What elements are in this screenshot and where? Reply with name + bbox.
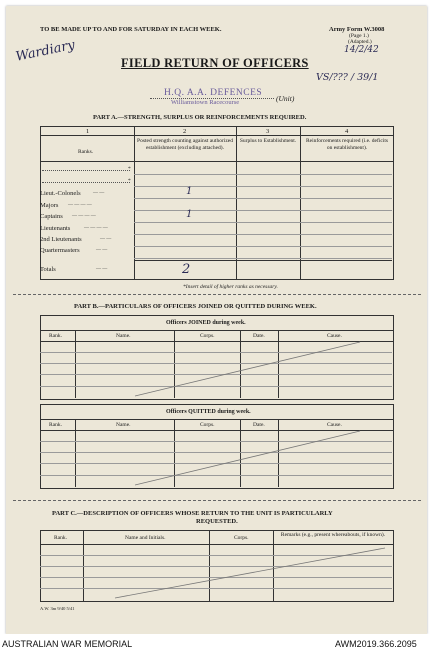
quitted-strikethrough xyxy=(40,419,393,487)
totals-value: 2 xyxy=(182,262,191,277)
part-c-col-corps: Corps. xyxy=(234,535,249,541)
quitted-col-cause: Cause. xyxy=(327,422,342,428)
unit-label: (Unit) xyxy=(276,94,295,103)
handwritten-date: 14/2/42 xyxy=(344,45,379,55)
joined-col-rank: Rank. xyxy=(49,333,62,339)
totals-label: Totals xyxy=(40,266,56,273)
quitted-col-date: Date. xyxy=(253,422,265,428)
col-header-reinforcements: Reinforcements required (i.e. deficits on establishment). xyxy=(305,138,388,151)
part-c-col-rank: Rank. xyxy=(54,535,67,541)
rank-row-blank-2: * xyxy=(128,178,131,184)
footer-accession-number: AWM2019.366.2095 xyxy=(335,639,417,649)
joined-title: Officers JOINED during week. xyxy=(166,320,246,326)
footer-institution: AUSTRALIAN WAR MEMORIAL xyxy=(2,639,133,649)
unit-line xyxy=(150,98,274,99)
joined-strikethrough xyxy=(40,330,393,398)
col-number-3: 3 xyxy=(266,128,270,135)
joined-col-cause: Cause. xyxy=(327,333,342,339)
quitted-col-name: Name. xyxy=(116,422,131,428)
rank-majors: Majors xyxy=(40,202,59,209)
form-number: Army Form W.3008 xyxy=(329,26,385,33)
part-c-heading: PART C.—DESCRIPTION OF OFFICERS WHOSE RETURN TO THE UNIT IS PARTICULARLY xyxy=(52,510,333,517)
rank-captains: Captains xyxy=(40,213,63,220)
handwritten-reference: VS/??? / 39/1 xyxy=(316,72,379,83)
col-number-1: 1 xyxy=(86,128,90,135)
joined-col-date: Date. xyxy=(253,333,265,339)
col-number-4: 4 xyxy=(345,128,349,135)
unit-stamp-location: Williamstown Racecourse xyxy=(171,99,240,106)
rank-row-blank-1: * xyxy=(128,166,131,172)
strength-lieut-colonels: 1 xyxy=(186,186,193,197)
footer-bar xyxy=(0,634,433,653)
rank-lieut-colonels: Lieut.-Colonels xyxy=(40,190,81,197)
quitted-col-rank: Rank. xyxy=(49,422,62,428)
strength-captains: 1 xyxy=(186,209,193,220)
handwritten-war-diary: Wardiary xyxy=(14,37,77,65)
col-number-2: 2 xyxy=(183,128,187,135)
part-c-col-remarks: Remarks (e.g., present whereabouts, if known). xyxy=(280,532,386,538)
part-a-footnote: *Insert detail of higher ranks as necessary. xyxy=(183,284,278,290)
col-header-ranks: Ranks. xyxy=(78,149,94,155)
quitted-col-corps: Corps. xyxy=(200,422,215,428)
part-c-strikethrough xyxy=(40,544,393,600)
form-page: (Page 1.) xyxy=(349,33,369,39)
joined-col-corps: Corps. xyxy=(200,333,215,339)
part-c-heading-line2: REQUESTED. xyxy=(196,518,238,525)
part-b-heading: PART B.—PARTICULARS OF OFFICERS JOINED OR QUITTED DURING WEEK. xyxy=(74,303,317,310)
part-a-heading: PART A.—STRENGTH, SURPLUS OR REINFORCEMENTS REQUIRED. xyxy=(93,114,307,121)
part-c-col-name: Name and Initials. xyxy=(125,535,166,541)
header-instruction: TO BE MADE UP TO AND FOR SATURDAY IN EACH WEEK. xyxy=(40,26,222,33)
rank-quartermasters: Quartermasters xyxy=(40,247,80,254)
rank-2nd-lieutenants: 2nd Lieutenants xyxy=(40,236,82,243)
col-header-strength: Posted strength counting against authorized establishment (excluding attached). xyxy=(137,138,233,151)
form-adapted: (Adapted.) xyxy=(348,39,372,45)
quitted-title: Officers QUITTED during week. xyxy=(166,409,251,415)
col-header-surplus: Surplus to Establishment. xyxy=(239,138,297,144)
rank-lieutenants: Lieutenants xyxy=(40,225,71,232)
unit-stamp: H.Q. A.A. DEFENCES xyxy=(164,88,263,98)
page-title: FIELD RETURN OF OFFICERS xyxy=(121,56,309,70)
print-code: A.W. 3m 9/40 5/41 xyxy=(40,606,75,611)
joined-col-name: Name. xyxy=(116,333,131,339)
